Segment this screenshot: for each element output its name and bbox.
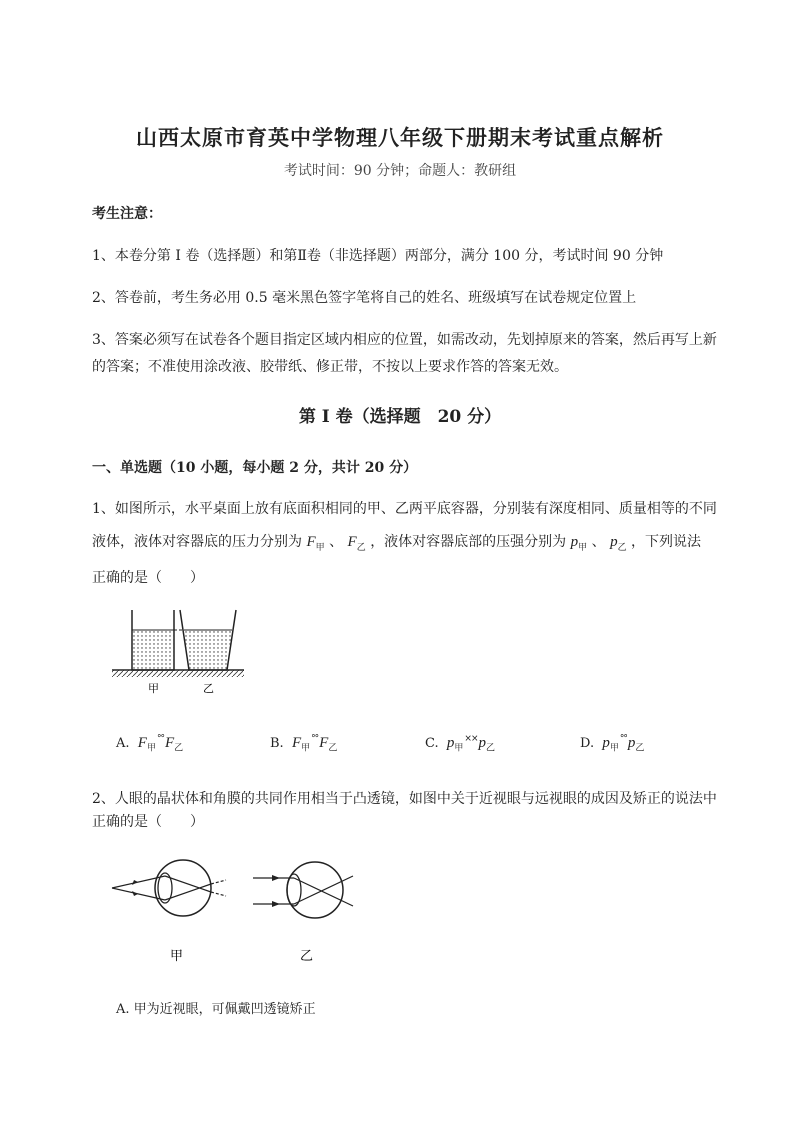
q1-sep: 、 bbox=[329, 534, 344, 550]
q2-line1: 2、人眼的晶状体和角膜的共同作用相当于凸透镜，如图中关于近视眼与远视眼的成因及矫正的说法中 bbox=[92, 791, 717, 807]
notice-item-1: 1、本卷分第 I 卷（选择题）和第Ⅱ卷（非选择题）两部分，满分 100 分，考试时间 90 分钟 bbox=[92, 248, 664, 264]
eye-jia bbox=[112, 860, 226, 916]
section-title: 第 I 卷（选择题 20 分） bbox=[298, 407, 502, 427]
q1-option-a[interactable]: A. $F_甲^{^\circ^\circ}F_乙$ bbox=[116, 734, 184, 754]
label-yi: 乙 bbox=[203, 682, 214, 694]
liquid-yi bbox=[184, 630, 232, 670]
q1-line2-text-a: 液体，液体对容器底的压力分别为 bbox=[92, 534, 302, 550]
eye-yi bbox=[253, 862, 353, 918]
q1-line2-text-c: ，下列说法 bbox=[631, 534, 702, 550]
q2-line2: 正确的是（ ） bbox=[92, 814, 204, 830]
q2-option-a[interactable]: A. 甲为近视眼，可佩戴凹透镜矫正 bbox=[116, 1002, 316, 1017]
label-yi-eye: 乙 bbox=[300, 949, 314, 964]
q1-var-f-jia: $F_甲$ bbox=[306, 534, 325, 552]
label-jia-eye: 甲 bbox=[170, 949, 184, 964]
q1-line1: 1、如图所示，水平桌面上放有底面积相同的甲、乙两平底容器，分别装有深度相同、质量相等的不同 bbox=[92, 501, 717, 517]
q1-containers-figure bbox=[108, 606, 248, 694]
q1-var-p-jia: $p_甲$ bbox=[570, 534, 588, 552]
table-surface bbox=[112, 670, 244, 677]
label-jia: 甲 bbox=[148, 682, 159, 694]
notice-item-3: 3、答案必须写在试卷各个题目指定区域内相应的位置，如需改动，先划掉原来的答案，然后再写上新 bbox=[92, 332, 717, 348]
q1-line2-text-b: ，液体对容器底部的压强分别为 bbox=[370, 534, 567, 550]
q2-eye-figure bbox=[108, 858, 358, 970]
q1-var-p-yi: $p_乙$ bbox=[610, 534, 627, 552]
part-heading: 一、单选题（10 小题，每小题 2 分，共计 20 分） bbox=[92, 460, 418, 476]
q1-option-b[interactable]: B. $F_甲^{^\circ^\circ}F_乙$ bbox=[270, 734, 338, 754]
q1-sep2: 、 bbox=[591, 534, 606, 550]
notice-item-3-cont: 的答案；不准使用涂改液、胶带纸、修正带，不按以上要求作答的答案无效。 bbox=[92, 359, 568, 375]
liquid-jia bbox=[132, 630, 174, 670]
q1-line3: 正确的是（ ） bbox=[92, 570, 204, 586]
notice-heading: 考生注意： bbox=[92, 206, 162, 222]
page-title: 山西太原市育英中学物理八年级下册期末考试重点解析 bbox=[136, 125, 664, 150]
q1-var-f-yi: $F_乙$ bbox=[347, 534, 366, 552]
q1-option-c[interactable]: C. $p_甲^{\times\times}p_乙$ bbox=[425, 734, 496, 754]
notice-item-2: 2、答卷前，考生务必用 0.5 毫米黑色签字笔将自己的姓名、班级填写在试卷规定位置上 bbox=[92, 290, 637, 306]
q1-option-d[interactable]: D. $p_甲^{^\circ^\circ}p_乙$ bbox=[580, 734, 645, 754]
q1-line2 bbox=[92, 531, 701, 553]
exam-info: 考试时间：90 分钟；命题人：教研组 bbox=[283, 163, 517, 179]
